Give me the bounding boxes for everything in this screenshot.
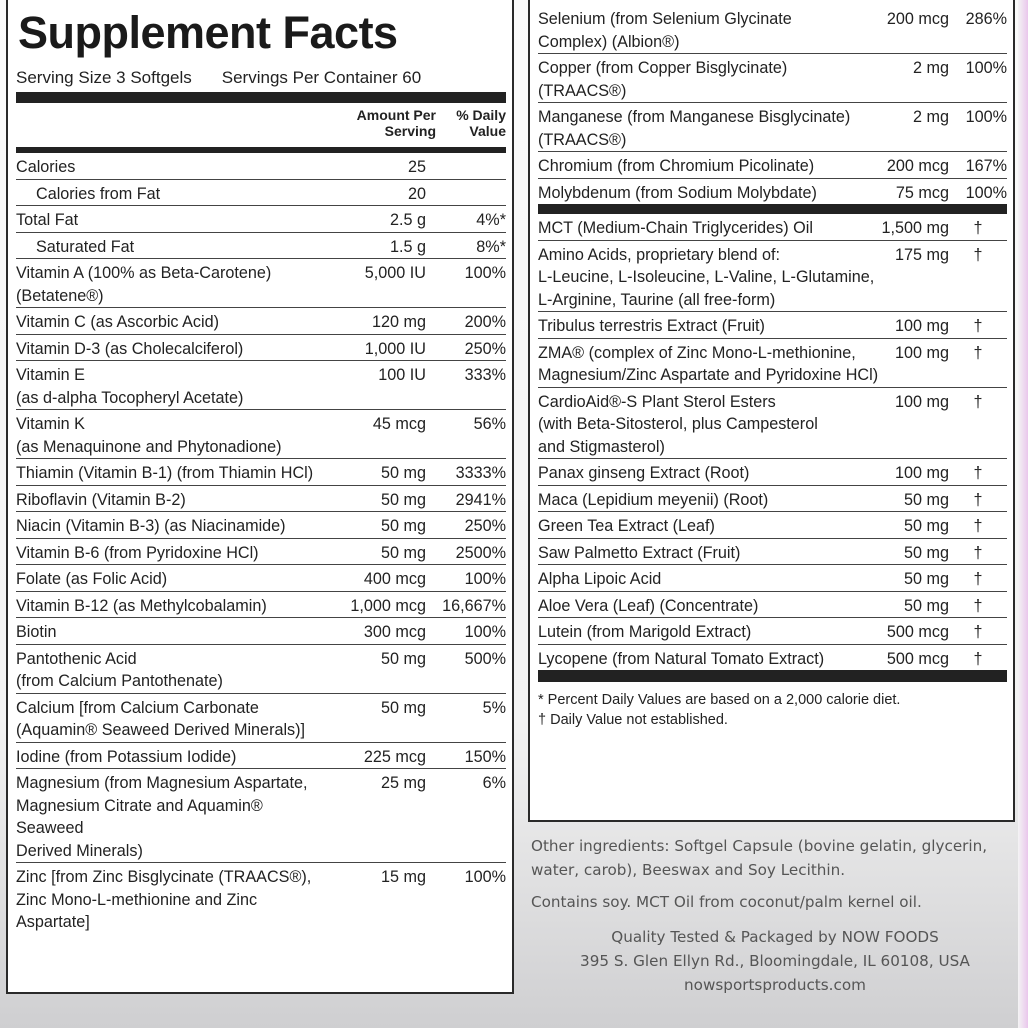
supplement-facts-panel-right [528, 0, 1015, 822]
nutrient-row [16, 694, 506, 743]
nutrient-amount: 50 mg [381, 517, 426, 535]
other-ingredients: Other ingredients: Softgel Capsule (bovine gelatin, glycerin, water, carob), Beeswax and Soy Lecithin. [531, 837, 988, 879]
ingredient-daily-value: † [973, 543, 983, 562]
nutrient-daily-value: 100% [464, 570, 506, 588]
nutrient-daily-value: 16,667% [442, 596, 506, 615]
other-ingredients-table [538, 214, 1007, 670]
nutrient-name: Vitamin C (as Ascorbic Acid) [16, 313, 220, 331]
ingredient-amount: 100 mg [895, 343, 949, 362]
nutrient-amount: 25 mg [381, 774, 426, 792]
ingredient-daily-value: † [973, 219, 983, 237]
nutrient-daily-value: 333% [464, 366, 506, 384]
nutrient-daily-value: 3333% [455, 464, 506, 482]
nutrient-daily-value: 200% [464, 313, 506, 331]
nutrient-amount: 1.5 g [389, 237, 426, 256]
nutrient-name: Copper (from Copper Bisglycinate) (TRAACS®) [538, 59, 788, 100]
ingredient-name: Alpha Lipoic Acid [538, 570, 662, 588]
panel-title: Supplement Facts [18, 7, 398, 58]
ingredient-row [538, 618, 1007, 645]
nutrient-amount: 50 mg [381, 490, 426, 509]
ingredient-row [538, 592, 1007, 619]
ingredient-amount: 100 mg [895, 317, 949, 335]
ingredient-name: Green Tea Extract (Leaf) [538, 517, 715, 535]
nutrient-daily-value: 4%* [476, 211, 506, 229]
nutrient-daily-value: 56% [473, 415, 506, 433]
nutrient-row [16, 410, 506, 459]
nutrient-amount: 50 mg [381, 698, 426, 717]
ingredient-amount: 1,500 mg [881, 219, 949, 237]
ingredient-name: ZMA® (complex of Zinc Mono-L-methionine, Magnesium/Zinc Aspartate and Pyridoxine HCl) [538, 343, 879, 384]
ingredient-amount: 500 mcg [886, 649, 949, 668]
nutrient-name: Calories [16, 158, 76, 176]
nutrient-amount: 100 IU [378, 366, 426, 384]
nutrient-daily-value: 500% [464, 649, 506, 668]
divider-thick [16, 92, 506, 103]
ingredient-row [538, 312, 1007, 339]
divider-thick [538, 204, 1007, 214]
ingredient-amount: 50 mg [904, 570, 949, 588]
ingredient-name: CardioAid®-S Plant Sterol Esters (with Beta-Sitosterol, plus Campesterol and Stigmasterol) [538, 392, 818, 456]
allergen-statement: Contains soy. MCT Oil from coconut/palm kernel oil. [531, 893, 922, 911]
ingredient-daily-value: † [973, 464, 983, 482]
ingredient-name: Aloe Vera (Leaf) (Concentrate) [538, 596, 759, 615]
nutrient-name: Molybdenum (from Sodium Molybdate) [538, 183, 817, 202]
ingredient-row [538, 214, 1007, 241]
ingredient-daily-value: † [973, 343, 983, 362]
nutrient-daily-value: 100% [464, 264, 506, 282]
nutrient-amount: 50 mg [381, 543, 426, 562]
ingredient-row [538, 645, 1007, 671]
nutrient-row [16, 153, 506, 180]
footnotes [538, 682, 1007, 730]
nutrient-row [16, 645, 506, 694]
ingredient-amount: 175 mg [895, 245, 949, 264]
nutrient-daily-value: 6% [482, 774, 506, 792]
nutrient-daily-value: 100% [965, 183, 1007, 202]
nutrient-amount: 20 [407, 184, 426, 203]
ingredient-name: Lycopene (from Natural Tomato Extract) [538, 649, 825, 668]
nutrient-name: Niacin (Vitamin B-3) (as Niacinamide) [16, 517, 286, 535]
ingredient-daily-value: † [973, 623, 983, 641]
nutrient-name: Calcium [from Calcium Carbonate (Aquamin® Seaweed Derived Minerals)] [16, 698, 306, 739]
ingredient-daily-value: † [973, 245, 983, 264]
ingredient-name: Amino Acids, proprietary blend of: L-Leucine, L-Isoleucine, L-Valine, L-Glutamine, L-Arginine, Taurine (all free-form) [538, 245, 875, 309]
company-website: nowsportsproducts.com [684, 976, 866, 994]
ingredient-daily-value: † [973, 649, 983, 668]
nutrient-amount: 200 mcg [886, 10, 949, 28]
nutrient-daily-value: 100% [464, 623, 506, 641]
other-ingredients-text [531, 834, 1001, 922]
nutrient-daily-value: 286% [965, 10, 1007, 28]
nutrient-row [16, 565, 506, 592]
nutrient-row [16, 308, 506, 335]
nutrient-daily-value: 100% [464, 868, 506, 886]
package-edge [1018, 0, 1028, 1028]
nutrient-row [16, 206, 506, 233]
nutrient-row [16, 592, 506, 619]
nutrient-row [16, 233, 506, 260]
ingredient-row [538, 565, 1007, 592]
nutrient-row [538, 54, 1007, 103]
mineral-table [538, 0, 1007, 204]
nutrient-name: Saturated Fat [36, 237, 135, 256]
ingredient-amount: 50 mg [904, 490, 949, 509]
nutrient-table-left [16, 153, 506, 934]
nutrient-amount: 225 mcg [363, 747, 426, 766]
nutrient-row [16, 539, 506, 566]
nutrient-name: Calories from Fat [36, 184, 161, 203]
nutrient-daily-value: 5% [482, 698, 506, 717]
header-amount: Amount Per Serving [356, 107, 436, 139]
nutrient-row [538, 103, 1007, 152]
ingredient-name: MCT (Medium-Chain Triglycerides) Oil [538, 219, 813, 237]
nutrient-name: Vitamin K (as Menaquinone and Phytonadione) [16, 415, 282, 456]
nutrient-amount: 2 mg [913, 59, 949, 77]
ingredient-daily-value: † [973, 517, 983, 535]
ingredient-name: Maca (Lepidium meyenii) (Root) [538, 490, 769, 509]
company-address: 395 S. Glen Ellyn Rd., Bloomingdale, IL 60108, USA [580, 952, 970, 970]
serving-size: Serving Size 3 Softgels [16, 68, 192, 87]
nutrient-name: Iodine (from Potassium Iodide) [16, 747, 237, 766]
supplement-facts-panel-left [6, 0, 514, 994]
ingredient-daily-value: † [973, 490, 983, 509]
nutrient-row [16, 512, 506, 539]
nutrient-row [16, 180, 506, 207]
ingredient-amount: 50 mg [904, 517, 949, 535]
nutrient-daily-value: 250% [464, 339, 506, 358]
servings-per-container: Servings Per Container 60 [221, 68, 422, 87]
nutrient-name: Zinc [from Zinc Bisglycinate (TRAACS®), Zinc Mono-L-methionine and Zinc Aspartate] [16, 868, 312, 931]
ingredient-row [538, 339, 1007, 388]
nutrient-row [16, 486, 506, 513]
company-tagline: Quality Tested & Packaged by NOW FOODS [611, 928, 939, 946]
nutrient-row [538, 152, 1007, 179]
nutrient-name: Vitamin A (100% as Beta-Carotene) (Betatene®) [16, 264, 272, 305]
nutrient-amount: 200 mcg [886, 157, 949, 175]
footnote-percent-dv: * Percent Daily Values are based on a 2,000 calorie diet. [538, 692, 901, 708]
nutrient-amount: 75 mcg [895, 183, 949, 202]
nutrient-row [16, 863, 506, 934]
ingredient-daily-value: † [973, 570, 983, 588]
ingredient-daily-value: † [973, 596, 983, 615]
nutrient-row [16, 743, 506, 770]
nutrient-amount: 1,000 IU [364, 339, 426, 358]
nutrient-daily-value: 167% [965, 157, 1007, 175]
nutrient-daily-value: 2941% [455, 490, 506, 509]
nutrient-amount: 2 mg [913, 108, 949, 126]
ingredient-row [538, 486, 1007, 513]
nutrient-name: Vitamin E (as d-alpha Tocopheryl Acetate) [16, 366, 244, 407]
company-info [540, 925, 1010, 997]
nutrient-row [16, 361, 506, 410]
nutrient-name: Vitamin D-3 (as Cholecalciferol) [16, 339, 244, 358]
nutrient-amount: 45 mcg [372, 415, 426, 433]
nutrient-amount: 2.5 g [389, 211, 426, 229]
nutrient-name: Thiamin (Vitamin B-1) (from Thiamin HCl) [16, 464, 314, 482]
nutrient-daily-value: 150% [464, 747, 506, 766]
ingredient-row [538, 388, 1007, 460]
divider-thick [538, 670, 1007, 682]
ingredient-amount: 100 mg [895, 392, 949, 411]
ingredient-row [538, 459, 1007, 486]
nutrient-name: Magnesium (from Magnesium Aspartate, Magnesium Citrate and Aquamin® Seaweed Derived Minerals) [16, 774, 308, 860]
nutrient-amount: 300 mcg [363, 623, 426, 641]
column-header [16, 103, 506, 147]
ingredient-name: Lutein (from Marigold Extract) [538, 623, 752, 641]
nutrient-row [16, 618, 506, 645]
nutrient-name: Manganese (from Manganese Bisglycinate) (TRAACS®) [538, 108, 851, 149]
nutrient-amount: 1,000 mcg [350, 596, 426, 615]
ingredient-name: Panax ginseng Extract (Root) [538, 464, 750, 482]
nutrient-row [538, 179, 1007, 205]
nutrient-name: Total Fat [16, 211, 79, 229]
nutrient-name: Folate (as Folic Acid) [16, 570, 168, 588]
ingredient-amount: 500 mcg [886, 623, 949, 641]
ingredient-name: Saw Palmetto Extract (Fruit) [538, 543, 741, 562]
serving-info [16, 68, 506, 88]
nutrient-amount: 15 mg [381, 868, 426, 886]
nutrient-row [16, 769, 506, 863]
nutrient-amount: 50 mg [381, 464, 426, 482]
nutrient-name: Riboflavin (Vitamin B-2) [16, 490, 186, 509]
nutrient-name: Selenium (from Selenium Glycinate Complex) (Albion®) [538, 10, 792, 51]
nutrient-amount: 25 [407, 158, 426, 176]
nutrient-name: Biotin [16, 623, 57, 641]
nutrient-name: Vitamin B-6 (from Pyridoxine HCl) [16, 543, 259, 562]
nutrient-row [16, 459, 506, 486]
nutrient-amount: 400 mcg [363, 570, 426, 588]
ingredient-row [538, 512, 1007, 539]
nutrient-row [16, 259, 506, 308]
header-daily-value: % Daily Value [456, 107, 506, 139]
ingredient-name: Tribulus terrestris Extract (Fruit) [538, 317, 765, 335]
nutrient-row [538, 0, 1007, 54]
nutrient-name: Pantothenic Acid (from Calcium Pantothenate) [16, 649, 223, 690]
ingredient-amount: 50 mg [904, 543, 949, 562]
nutrient-amount: 5,000 IU [364, 264, 426, 282]
nutrient-daily-value [426, 156, 506, 179]
nutrient-name: Vitamin B-12 (as Methylcobalamin) [16, 596, 267, 615]
nutrient-amount: 50 mg [381, 649, 426, 668]
nutrient-name: Chromium (from Chromium Picolinate) [538, 157, 815, 175]
ingredient-row [538, 539, 1007, 566]
nutrient-daily-value: 100% [965, 108, 1007, 126]
ingredient-daily-value: † [973, 392, 983, 411]
nutrient-daily-value: 8%* [476, 237, 506, 256]
ingredient-amount: 50 mg [904, 596, 949, 615]
nutrient-daily-value: 100% [965, 59, 1007, 77]
nutrient-amount: 120 mg [372, 313, 426, 331]
footnote-dagger: † Daily Value not established. [538, 712, 728, 728]
ingredient-daily-value: † [973, 317, 983, 335]
nutrient-row [16, 335, 506, 362]
ingredient-row [538, 241, 1007, 313]
nutrient-daily-value [426, 183, 506, 206]
ingredient-amount: 100 mg [895, 464, 949, 482]
nutrient-daily-value: 2500% [455, 543, 506, 562]
nutrient-daily-value: 250% [464, 517, 506, 535]
